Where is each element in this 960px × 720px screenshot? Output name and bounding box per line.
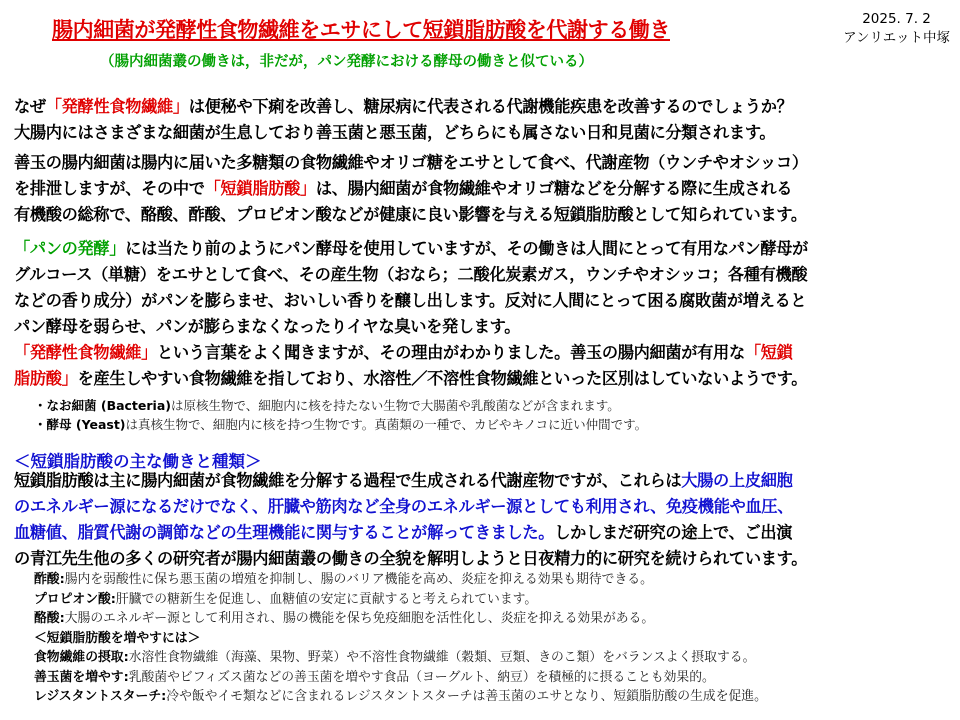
keyword-scfa: 「短鎖脂肪酸」 — [204, 179, 316, 198]
highlight-text: 血糖値、脂質代謝の調節などの生理機能に関与することが解ってきました。 — [14, 523, 555, 542]
section-heading: ＜短鎖脂肪酸の主な働きと種類＞ — [14, 452, 262, 471]
keyword-scfa: 脂肪酸」 — [14, 369, 78, 388]
highlight-text: 大腸の上皮細胞 — [681, 471, 793, 490]
paragraph-bread-fermentation — [14, 236, 954, 340]
text-segment: は、腸内細菌が食物繊維やオリゴ糖などを分解する際に生成される — [315, 179, 793, 198]
text-line: の青江先生他の多くの研究者が腸内細菌叢の働きの全貌を解明しようと日夜精力的に研究を続けられています。 — [14, 549, 808, 568]
increase-name: 食物繊維の摂取: — [34, 650, 129, 665]
text-segment: 短鎖脂肪酸は主に腸内細菌が食物繊維を分解する過程で生成される代謝産物ですが、これらは — [14, 471, 682, 490]
acid-desc: 肝臓での糖新生を促進し、血糖値の安定に貢献すると考えられています。 — [115, 591, 538, 607]
text-line — [14, 176, 954, 202]
page-subtitle: （腸内細菌叢の働きは，非だが，パン発酵における酵母の働きと似ている） — [100, 54, 593, 70]
header-meta — [843, 10, 950, 48]
paragraph-intro — [14, 94, 954, 146]
text-line: 善玉の腸内細菌は腸内に届いた多糖類の食物繊維やオリゴ糖をエサとして食べ、代謝産物（ウンチやオシッコ） — [14, 153, 808, 172]
acid-name: プロピオン酸: — [34, 591, 116, 607]
acid-item — [34, 590, 954, 610]
keyword-fermentable-fiber: 「発酵性食物繊維」 — [14, 343, 157, 362]
increase-desc: 水溶性食物繊維（海藻、果物、野菜）や不溶性食物繊維（穀類、豆類、きのこ類）をバランスよく摂取する。 — [128, 650, 756, 665]
text-line: 大腸内にはさまざまな細菌が生息しており善玉菌と悪玉菌，どちらにも属さない日和見菌に分類されます。 — [14, 123, 776, 142]
increase-item — [34, 668, 954, 688]
increase-item — [34, 648, 954, 668]
note-term: ・なお細菌 (Bacteria) — [34, 398, 171, 413]
increase-item — [34, 687, 954, 707]
notes-list — [34, 396, 934, 434]
date: 2025. 7. 2 — [862, 11, 931, 27]
author: アンリエット中塚 — [843, 30, 950, 46]
text-line — [14, 94, 954, 120]
note-item — [34, 396, 934, 415]
acid-item — [34, 609, 954, 629]
text-line: などの香り成分）がパンを膨らませ、おいしい香りを醸し出します。反対に人間にとって困る腐敗菌が増えると — [14, 291, 807, 310]
text-segment: を産生しやすい食物繊維を指しており、水溶性／不溶性食物繊維といった区別はしていないようです。 — [77, 369, 808, 388]
text-line — [14, 468, 954, 494]
text-line: パン酵母を弱らせ、パンが膨らまなくなったりイヤな臭いを発します。 — [14, 317, 521, 336]
text-line — [14, 340, 954, 366]
note-text: は真核生物で、細胞内に核を持つ生物です。真菌類の一種で、カビやキノコに近い仲間です。 — [125, 417, 648, 432]
text-segment: には当たり前のようにパン酵母を使用していますが、その働きは人間にとって有用なパン酵母が — [125, 239, 809, 258]
text-segment: は便秘や下痢を改善し、糖尿病に代表される代謝機能疾患を改善するのでしょうか？ — [188, 97, 793, 116]
text-segment: という言葉をよく聞きますが、その理由がわかりました。善玉の腸内細菌が有用な — [157, 343, 745, 362]
text-line — [14, 236, 954, 262]
page-title: 腸内細菌が発酵性食物繊維をエサにして短鎖脂肪酸を代謝する働き — [52, 18, 670, 42]
increase-desc: 乳酸菌やビフィズス菌などの善玉菌を増やす食品（ヨーグルト、納豆）を積極的に摂ることも効果的。 — [128, 669, 715, 685]
paragraph-conclusion — [14, 340, 954, 392]
acids-list — [34, 570, 954, 707]
increase-heading: ＜短鎖脂肪酸を増やすには＞ — [34, 630, 201, 646]
text-segment: を排泄しますが、その中で — [14, 179, 205, 198]
paragraph-good-bacteria — [14, 150, 954, 228]
text-segment: しかしまだ研究の途上で、ご出演 — [554, 523, 793, 542]
text-line — [14, 520, 954, 546]
acid-name: 酪酸: — [34, 611, 65, 626]
text-segment: なぜ — [14, 97, 46, 116]
acid-desc: 大腸のエネルギー源として利用され、腸の機能を保ち免疫細胞を活性化し、炎症を抑える効果がある。 — [64, 611, 655, 626]
increase-desc: 冷や飯やイモ類などに含まれるレジスタントスターチは善玉菌のエサとなり、短鎖脂肪酸の生成を促進。 — [166, 689, 767, 704]
acid-item — [34, 570, 954, 590]
text-line: のエネルギー源になるだけでなく、肝臓や筋肉など全身のエネルギー源としても利用され、免疫機能や血圧、 — [14, 497, 794, 516]
note-item — [34, 415, 934, 434]
acid-desc: 腸内を弱酸性に保ち悪玉菌の増殖を抑制し、腸のバリア機能を高め、炎症を抑える効果も期待できる。 — [64, 572, 653, 587]
text-line: グルコース（単糖）をエサとして食べ、その産生物（おなら；二酸化炭素ガス，ウンチやオシッコ；各種有機酸 — [14, 265, 808, 284]
text-line — [14, 366, 954, 392]
text-line: 有機酸の総称で、酪酸、酢酸、プロピオン酸などが健康に良い影響を与える短鎖脂肪酸として知られています。 — [14, 205, 807, 224]
keyword-bread-fermentation: 「パンの発酵」 — [14, 239, 126, 258]
increase-name: レジスタントスターチ: — [34, 689, 167, 704]
note-term: ・酵母 (Yeast) — [34, 417, 126, 432]
increase-name: 善玉菌を増やす: — [34, 669, 129, 685]
keyword-fermentable-fiber: 「発酵性食物繊維」 — [45, 97, 189, 116]
note-text: は原核生物で、細胞内に核を持たない生物で大腸菌や乳酸菌などが含まれます。 — [171, 398, 620, 413]
paragraph-scfa-roles — [14, 468, 954, 572]
acid-name: 酢酸: — [34, 572, 65, 587]
keyword-scfa: 「短鎖 — [744, 343, 793, 362]
